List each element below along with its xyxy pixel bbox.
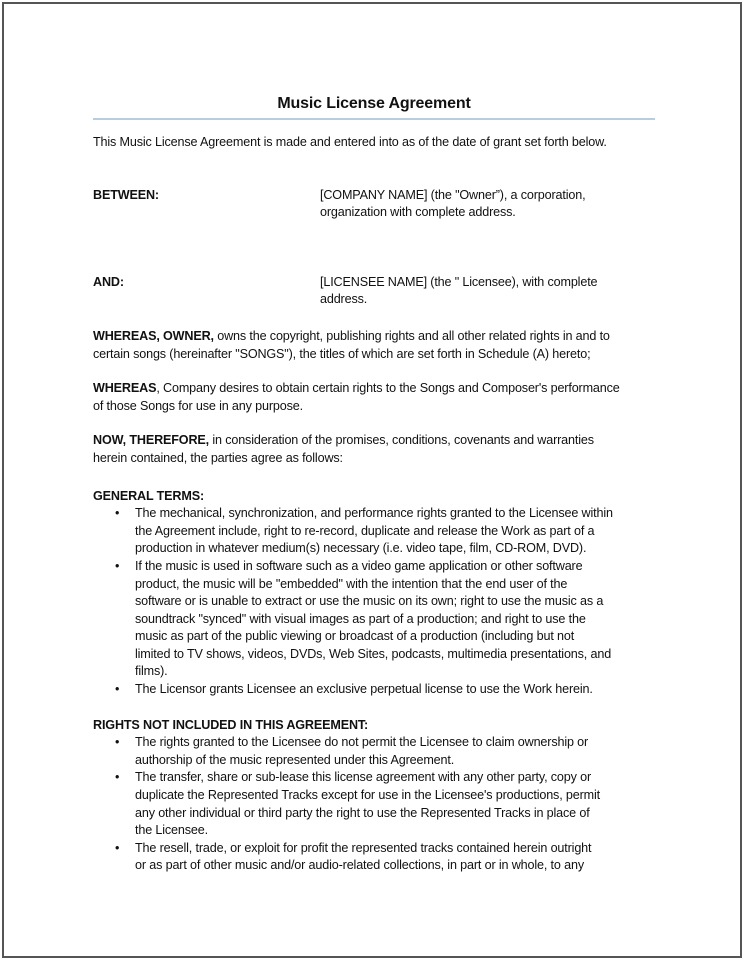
general-terms-list bbox=[93, 505, 673, 699]
title-underline bbox=[93, 118, 655, 120]
party-row-licensee bbox=[93, 274, 673, 309]
intro-paragraph: This Music License Agreement is made and entered into as of the date of grant set forth below. bbox=[93, 135, 607, 149]
list-item-text: The rights granted to the Licensee do not permit the Licensee to claim ownership or authorship of the music represented under this Agreement. bbox=[135, 735, 589, 767]
list-item-text: The Licensor grants Licensee an exclusive perpetual license to use the Work herein. bbox=[135, 682, 593, 697]
recital-text: owns the copyright, publishing rights and all other related rights in and to certain songs (hereinafter "SONGS"), the titles of which are set forth in Schedule (A) hereto; bbox=[93, 328, 610, 361]
list-item-text: The transfer, share or sub-lease this license agreement with any other party, copy or duplicate the Represented Tracks except for use in the Licensee's productions, permit any other individual or third party the right to use the Represented Tracks in place of the Licensee. bbox=[135, 770, 600, 838]
recital-lead: WHEREAS, OWNER, bbox=[93, 328, 214, 343]
list-item bbox=[93, 734, 673, 769]
document-title: Music License Agreement bbox=[277, 95, 471, 112]
list-item bbox=[93, 505, 673, 558]
party-label-between: BETWEEN: bbox=[93, 187, 159, 202]
general-terms-section bbox=[93, 488, 673, 699]
recital-company bbox=[93, 380, 673, 415]
list-item-text: If the music is used in software such as a video game application or other software product, the music will be "embedded" with the intention that the end user of the software or is unable to extract or use the music on its own; right to use the music as a soundtrack "synced" with visual images as part of a production; and right to use the music as part of the public viewing or broadcast of a production (including but not limited to TV shows, videos, DVDs, Web Sites, podcasts, multimedia presentations, and films). bbox=[135, 558, 612, 679]
section-heading: RIGHTS NOT INCLUDED IN THIS AGREEMENT: bbox=[93, 717, 369, 732]
rights-not-included-list bbox=[93, 734, 673, 875]
bullet-icon: • bbox=[115, 840, 120, 855]
party-text-licensee: [LICENSEE NAME] (the " Licensee), with complete address. bbox=[320, 274, 598, 307]
list-item-text: The mechanical, synchronization, and performance rights granted to the Licensee within the Agreement include, right to re-record, duplicate and release the Work as part of a production in whatever medium(s) necessary (i.e. video tape, film, CD-ROM, DVD). bbox=[135, 506, 613, 556]
recital-lead: NOW, THEREFORE, bbox=[93, 433, 209, 448]
rights-not-included-section bbox=[93, 717, 673, 875]
recital-owner bbox=[93, 328, 673, 363]
recital-now-therefore bbox=[93, 432, 673, 467]
list-item bbox=[93, 681, 673, 699]
party-row-owner bbox=[93, 187, 673, 222]
party-label-and: AND: bbox=[93, 274, 124, 289]
list-item bbox=[93, 840, 673, 875]
bullet-icon: • bbox=[115, 506, 120, 521]
recital-lead: WHEREAS bbox=[93, 381, 157, 396]
bullet-icon: • bbox=[115, 682, 120, 697]
bullet-icon: • bbox=[115, 770, 120, 785]
recital-text: , Company desires to obtain certain rights to the Songs and Composer's performance of those Songs for use in any purpose. bbox=[93, 381, 620, 413]
recital-text: in consideration of the promises, conditions, covenants and warranties herein contained, the parties agree as follows: bbox=[93, 433, 594, 465]
section-heading: GENERAL TERMS: bbox=[93, 488, 205, 503]
bullet-icon: • bbox=[115, 558, 120, 573]
list-item-text: The resell, trade, or exploit for profit the represented tracks contained herein outright or as part of other music and/or audio-related collections, in part or in whole, to any bbox=[135, 840, 592, 873]
document bbox=[93, 0, 673, 875]
bullet-icon: • bbox=[115, 735, 120, 750]
list-item bbox=[93, 558, 673, 681]
list-item bbox=[93, 769, 673, 839]
party-text-owner: [COMPANY NAME] (the "Owner”), a corporation, organization with complete address. bbox=[320, 187, 586, 220]
